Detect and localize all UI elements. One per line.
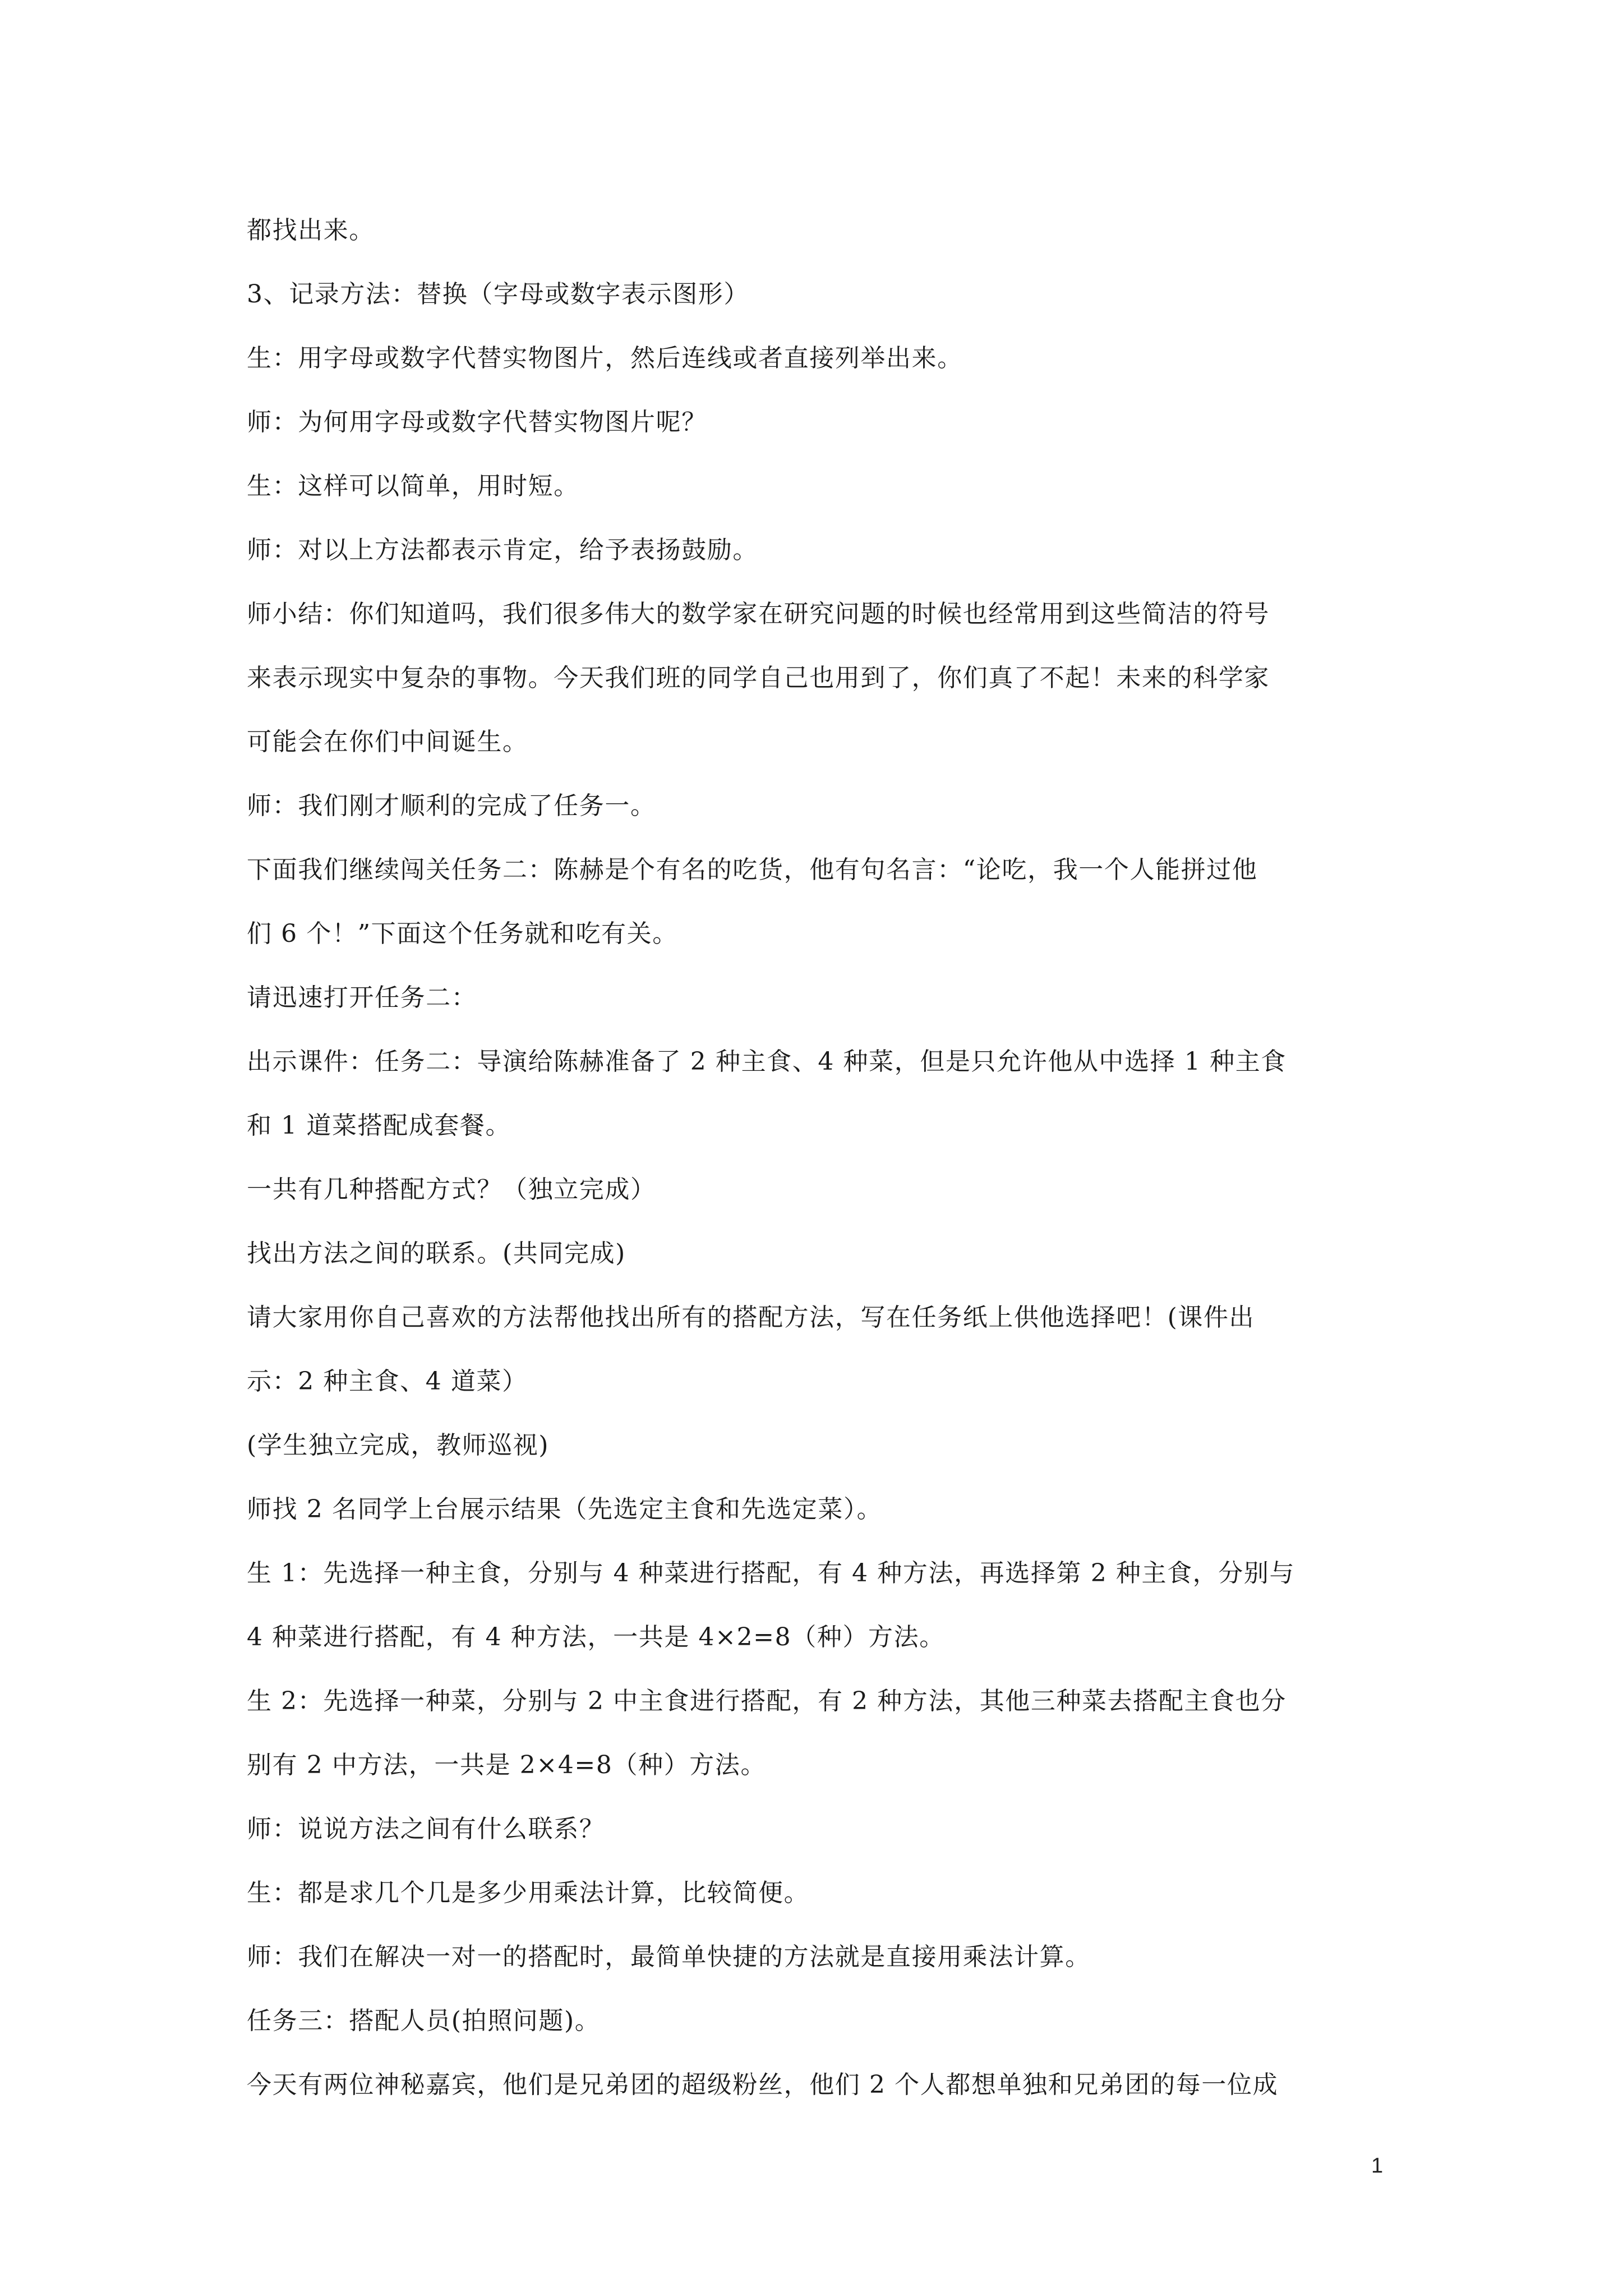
page-number: 1: [1371, 2154, 1384, 2178]
text-line: 下面我们继续闯关任务二：陈赫是个有名的吃货，他有句名言：“论吃，我一个人能拼过他: [247, 855, 1258, 884]
text-line: 找出方法之间的联系。(共同完成): [247, 1239, 626, 1268]
text-line: 和 1 道菜搭配成套餐。: [247, 1111, 511, 1140]
text-line: 生 1：先选择一种主食，分别与 4 种菜进行搭配，有 4 种方法，再选择第 2 种主食，分别与: [247, 1559, 1295, 1588]
text-line: 生：都是求几个几是多少用乘法计算，比较简便。: [247, 1879, 810, 1907]
text-line: 师：我们在解决一对一的搭配时，最简单快捷的方法就是直接用乘法计算。: [247, 1943, 1091, 1971]
text-line: 来表示现实中复杂的事物。今天我们班的同学自己也用到了，你们真了不起！未来的科学家: [247, 664, 1270, 692]
text-line: 生：这样可以简单，用时短。: [247, 472, 579, 500]
text-line: 都找出来。: [247, 216, 375, 245]
text-line: 师：为何用字母或数字代替实物图片呢？: [247, 408, 707, 436]
text-line: 可能会在你们中间诞生。: [247, 728, 528, 756]
text-line: 别有 2 中方法，一共是 2×4=8（种）方法。: [247, 1751, 767, 1779]
text-line: 今天有两位神秘嘉宾，他们是兄弟团的超级粉丝，他们 2 个人都想单独和兄弟团的每一位成: [247, 2070, 1279, 2099]
text-line: 师：对以上方法都表示肯定，给予表扬鼓励。: [247, 536, 758, 564]
text-line: 师：说说方法之间有什么联系？: [247, 1815, 605, 1843]
text-line: 一共有几种搭配方式？（独立完成）: [247, 1175, 656, 1204]
text-line: 师：我们刚才顺利的完成了任务一。: [247, 792, 656, 820]
text-line: 出示课件：任务二：导演给陈赫准备了 2 种主食、4 种菜，但是只允许他从中选择 1 种主食: [247, 1047, 1287, 1076]
text-line: 请迅速打开任务二：: [247, 983, 477, 1012]
text-line: 生 2：先选择一种菜，分别与 2 中主食进行搭配，有 2 种方法，其他三种菜去搭配主食也分: [247, 1687, 1287, 1715]
text-line: 示：2 种主食、4 道菜）: [247, 1367, 528, 1396]
text-line: (学生独立完成，教师巡视): [247, 1431, 550, 1460]
text-line: 们 6 个！”下面这个任务就和吃有关。: [247, 919, 678, 948]
text-line: 师找 2 名同学上台展示结果（先选定主食和先选定菜）。: [247, 1495, 883, 1524]
text-line: 3、记录方法：替换（字母或数字表示图形）: [247, 280, 749, 309]
text-line: 师小结：你们知道吗，我们很多伟大的数学家在研究问题的时候也经常用到这些简洁的符号: [247, 600, 1270, 628]
text-line: 请大家用你自己喜欢的方法帮他找出所有的搭配方法，写在任务纸上供他选择吧！(课件出: [247, 1303, 1255, 1332]
text-line: 任务三：搭配人员(拍照问题)。: [247, 2007, 601, 2035]
text-line: 生：用字母或数字代替实物图片，然后连线或者直接列举出来。: [247, 344, 963, 372]
text-line: 4 种菜进行搭配，有 4 种方法，一共是 4×2=8（种）方法。: [247, 1623, 945, 1651]
